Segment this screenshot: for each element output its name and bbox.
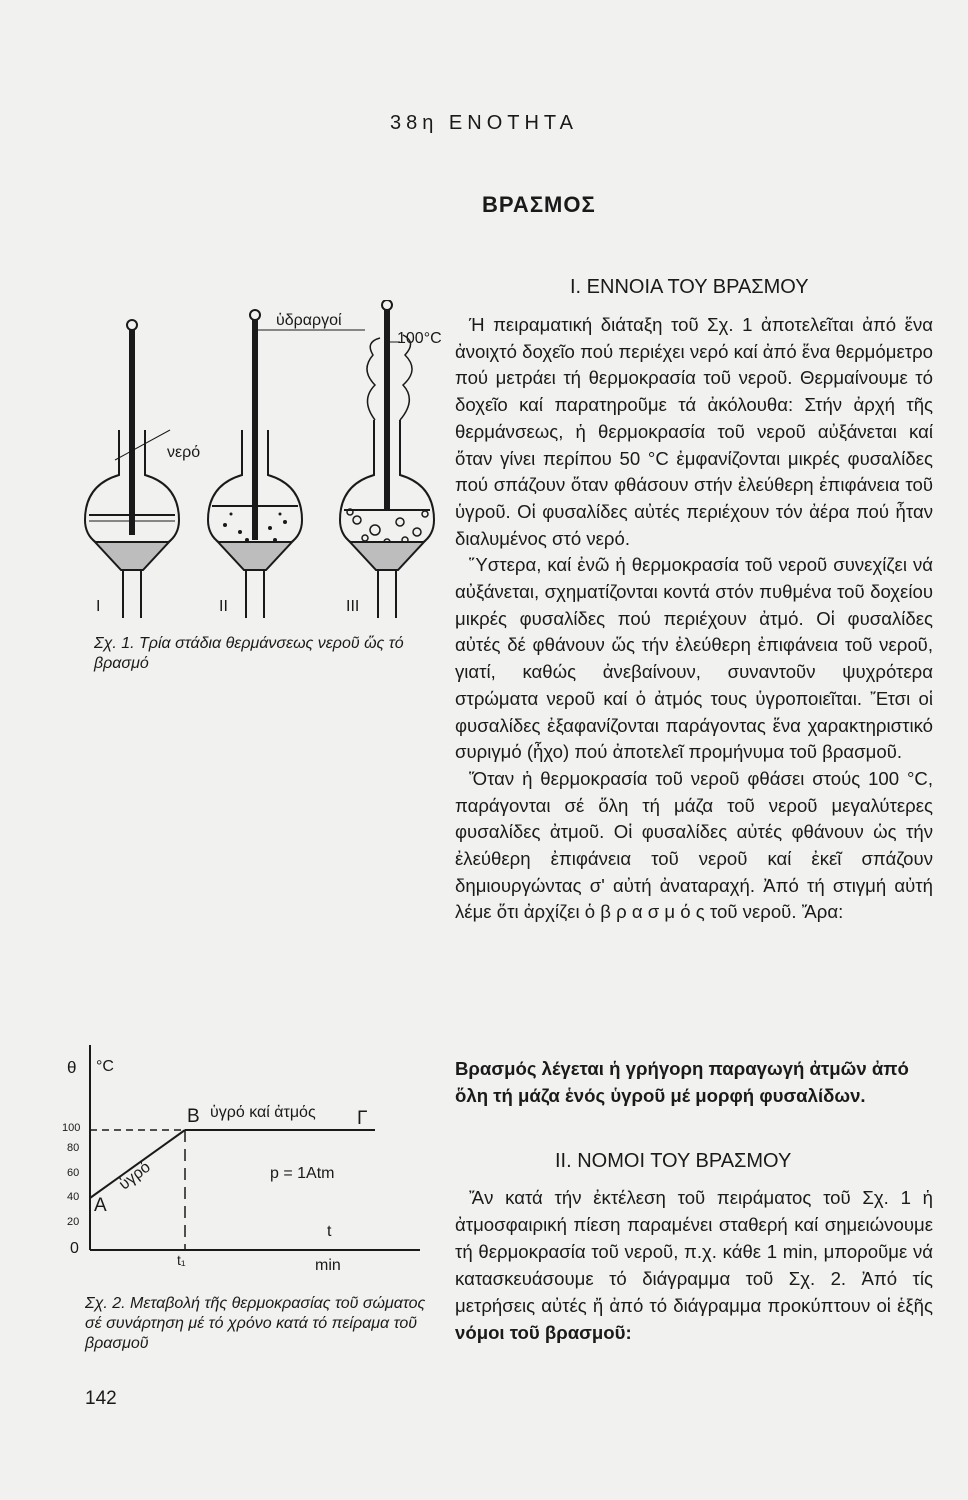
y-tick-100: 100: [62, 1122, 81, 1134]
t-label: t: [327, 1223, 332, 1240]
y-tick-20: 20: [67, 1216, 80, 1228]
t1-label: t₁: [177, 1252, 186, 1268]
y-tick-40: 40: [67, 1191, 80, 1203]
fig1-flasks-illustration: [75, 300, 455, 630]
section1-heading: I. ΕΝΝΟΙΑ ΤΟΥ ΒΡΑΣΜΟΥ: [570, 276, 809, 298]
liquid-label: ὑγρό: [116, 1158, 154, 1194]
fig2-chart: [60, 1040, 440, 1280]
pressure-label: p = 1Atm: [270, 1165, 335, 1182]
y-tick-80: 80: [67, 1142, 80, 1154]
boiling-definition: Βρασμός λέγεται ἡ γρήγορη παραγωγή ἀτμῶν ἀπό ὅλη τή μάζα ἑνός ὑγροῦ μέ μορφή φυσαλίδων.: [455, 1058, 909, 1106]
stage-label-1: I: [96, 598, 101, 615]
section2-text: Ἄν κατά τήν ἐκτέλεση τοῦ πειράματος τοῦ Σχ. 1 ἡ ἀτμοσφαιρική πίεση παραμένει σταθερή καί σημειώνουμε τή θερμοκρασία τοῦ νεροῦ, π.χ. κάθε 1 min, μποροῦμε νά κατασκευάσουμε τό διάγραμμα τοῦ Σχ. 2. Ἀπό τίς μετρήσεις αὐτές ἤ ἀπό τό διάγραμμα προκύπτουν οἱ ἑξῆς: [455, 1187, 933, 1316]
chapter-header: 38η ΕΝΟΤΗΤΑ: [390, 112, 578, 134]
min-label: min: [315, 1257, 341, 1274]
label-mercury: ὑδραργοί: [276, 312, 342, 329]
y-axis-symbol: θ: [67, 1058, 77, 1077]
flask-2: [208, 310, 365, 618]
paragraph-3: Ὅταν ἡ θερμοκρασία τοῦ νεροῦ φθάσει στούς 100 °C, παράγονται σέ ὅλη τή μάζα τοῦ νεροῦ μεγαλύτερες φυσαλίδες ἀτμοῦ. Οἱ φυσαλίδες αὐτές φθάνουν ὡς τήν ἐλεύθερη ἐπιφάνεια τοῦ νεροῦ καί ἐκεῖ σπάζουν δημιουργώντας σ' αὐτή ἀναταραχή. Ἀπό τή στιγμή αὐτή λέμε ὅτι ἀρχίζει ὁ β ρ α σ μ ό ς τοῦ νεροῦ. Ἄρα:: [455, 767, 933, 923]
y-tick-60: 60: [67, 1167, 80, 1179]
point-g-label: Γ: [357, 1108, 368, 1129]
point-a-label: A: [94, 1195, 107, 1216]
y-axis-unit: °C: [96, 1058, 114, 1075]
fig2-caption: Σχ. 2. Μεταβολή τῆς θερμοκρασίας τοῦ σώματος σέ συνάρτηση μέ τό χρόνο κατά τό πείραμα τοῦ βρασμοῦ: [85, 1295, 426, 1352]
y-tick-0: 0: [70, 1240, 79, 1257]
label-water: νερό: [167, 444, 201, 461]
paragraph-1: Ή πειραματική διάταξη τοῦ Σχ. 1 ἀποτελεῖται ἀπό ἕνα ἀνοιχτό δοχεῖο πού περιέχει νερό καί ἀπό ἕνα θερμόμετρο πού μετράει τή θερμοκρασία τοῦ νεροῦ. Θερμαίνουμε τό δοχεῖο καί παρατηροῦμε τά ἀκόλουθα: Στήν ἀρχή τῆς θερμάνσεως, ἡ θερμοκρασία τοῦ νεροῦ αὐξάνεται καί ὅταν γίνει περίπου 50 °C ἐμφανίζονται μικρές φυσαλίδες πού σπάζουν ὅταν φθάσουν στήν ἐλεύθερη ἐπιφάνεια τοῦ ὑγροῦ. Οἱ φυσαλίδες αὐτές περιέχουν τόν ἀέρα πού ἦταν διαλυμένος στό νερό.: [455, 314, 933, 549]
section2-heading: II. ΝΟΜΟΙ ΤΟΥ ΒΡΑΣΜΟΥ: [555, 1150, 792, 1172]
section2-body: [455, 1184, 933, 1346]
paragraph-2: Ὕστερα, καί ἐνῶ ἡ θερμοκρασία τοῦ νεροῦ συνεχίζει νά αὐξάνεται, σχηματίζονται κοντά στόν πυθμένα τοῦ δοχείου μικρές φυσαλίδες πού περιέχουν ἀτμό. Οἱ φυσαλίδες αὐτές δέ φθάνουν ὥς τήν ἐλεύθερη ἐπιφάνεια τοῦ νεροῦ, γιατί, καθώς ἀνεβαίνουν, συναντοῦν ψυχρότερα στρώματα νεροῦ καί ὁ ἀτμός τους ὑγροποιεῖται. Ἔτσι οἱ φυσαλίδες ἐξαφανίζονται παράγοντας ἕνα χαρακτηριστικό συριγμό (ἦχο) πού ἀποτελεῖ προμήνυμα τοῦ βρασμοῦ.: [455, 554, 933, 763]
point-b-label: B: [187, 1106, 200, 1127]
section1-body: [455, 312, 933, 926]
liquid-vapor-label: ὑγρό καί ἀτμός: [210, 1104, 316, 1121]
fig1-caption: Σχ. 1. Τρία στάδια θερμάνσεως νεροῦ ὥς τό βρασμό: [94, 635, 404, 672]
section2-laws-label: νόμοι τοῦ βρασμοῦ:: [455, 1322, 632, 1343]
flask-1: [85, 320, 179, 618]
page-number: 142: [85, 1388, 117, 1409]
stage-label-3: III: [346, 598, 360, 615]
stage-label-2: II: [219, 598, 228, 615]
label-100c: 100°C: [397, 330, 442, 347]
page-title: ΒΡΑΣΜΟΣ: [482, 192, 596, 217]
